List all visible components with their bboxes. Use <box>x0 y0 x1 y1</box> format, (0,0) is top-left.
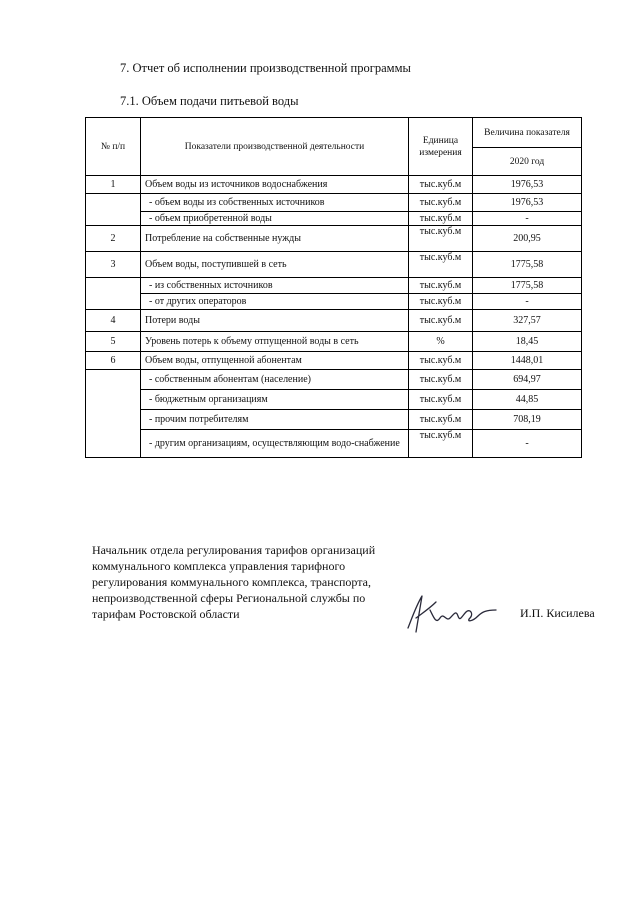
row-value: 708,19 <box>473 410 582 430</box>
table-row <box>86 294 582 310</box>
row-unit: тыс.куб.м <box>409 370 473 390</box>
row-indicator: - из собственных источников <box>141 278 409 294</box>
row-num: 6 <box>86 352 141 370</box>
row-indicator: - объем приобретенной воды <box>141 212 409 226</box>
row-value: 1976,53 <box>473 194 582 212</box>
header-value-group: Величина показателя <box>473 118 582 148</box>
table-row <box>86 390 582 410</box>
table-row <box>86 278 582 294</box>
row-unit: тыс.куб.м <box>409 390 473 410</box>
table-row <box>86 176 582 194</box>
row-value: 1448,01 <box>473 352 582 370</box>
row-indicator: - от других операторов <box>141 294 409 310</box>
row-unit: тыс.куб.м <box>409 352 473 370</box>
table-row <box>86 410 582 430</box>
row-indicator: - объем воды из собственных источников <box>141 194 409 212</box>
table-row <box>86 332 582 352</box>
table-row <box>86 370 582 390</box>
table-row <box>86 352 582 370</box>
signer-position: Начальник отдела регулирования тарифов организаций коммунального комплекса управления тарифного регулирования коммунального комплекса, транспорта, непроизводственной сферы Региональной службы по тарифам Ростовской области <box>92 543 376 621</box>
row-unit: тыс.куб.м <box>409 194 473 212</box>
row-unit: % <box>409 332 473 352</box>
row-indicator: Объем воды, поступившей в сеть <box>141 252 409 278</box>
row-indicator: - прочим потребителям <box>141 410 409 430</box>
row-unit: тыс.куб.м <box>409 226 473 252</box>
row-num <box>86 278 141 310</box>
table-row <box>86 252 582 278</box>
row-num <box>86 194 141 226</box>
row-num: 1 <box>86 176 141 194</box>
subsection-heading: 7.1. Объем подачи питьевой воды <box>120 94 299 108</box>
row-num: 3 <box>86 252 141 278</box>
row-indicator: - собственным абонентам (население) <box>141 370 409 390</box>
row-indicator: Объем воды, отпущенной абонентам <box>141 352 409 370</box>
table-row <box>86 310 582 332</box>
row-indicator: Уровень потерь к объему отпущенной воды в сеть <box>141 332 409 352</box>
row-num: 4 <box>86 310 141 332</box>
row-value: 1775,58 <box>473 252 582 278</box>
row-unit: тыс.куб.м <box>409 176 473 194</box>
handwritten-signature <box>400 588 500 638</box>
row-value: 694,97 <box>473 370 582 390</box>
row-value: 18,45 <box>473 332 582 352</box>
row-num: 2 <box>86 226 141 252</box>
row-indicator: Потребление на собственные нужды <box>141 226 409 252</box>
row-value: 1775,58 <box>473 278 582 294</box>
row-value: 44,85 <box>473 390 582 410</box>
row-unit: тыс.куб.м <box>409 430 473 458</box>
row-value: - <box>473 294 582 310</box>
row-indicator: Объем воды из источников водоснабжения <box>141 176 409 194</box>
row-num <box>86 370 141 458</box>
row-unit: тыс.куб.м <box>409 278 473 294</box>
row-unit: тыс.куб.м <box>409 294 473 310</box>
table-row <box>86 212 582 226</box>
header-num: № п/п <box>86 118 141 176</box>
table-row <box>86 194 582 212</box>
row-value: - <box>473 212 582 226</box>
water-supply-table <box>85 117 582 458</box>
row-unit: тыс.куб.м <box>409 310 473 332</box>
row-value: 1976,53 <box>473 176 582 194</box>
row-unit: тыс.куб.м <box>409 410 473 430</box>
row-value: 200,95 <box>473 226 582 252</box>
header-unit: Единица измерения <box>409 118 473 176</box>
row-value: - <box>473 430 582 458</box>
row-indicator: Потери воды <box>141 310 409 332</box>
row-indicator: - другим организациям, осуществляющим водо-снабжение <box>141 430 409 458</box>
row-value: 327,57 <box>473 310 582 332</box>
header-year: 2020 год <box>473 148 582 176</box>
row-num: 5 <box>86 332 141 352</box>
header-indicator: Показатели производственной деятельности <box>141 118 409 176</box>
table-row <box>86 226 582 252</box>
table-row <box>86 430 582 458</box>
row-unit: тыс.куб.м <box>409 212 473 226</box>
section-heading: 7. Отчет об исполнении производственной программы <box>120 61 411 75</box>
row-indicator: - бюджетным организациям <box>141 390 409 410</box>
row-unit: тыс.куб.м <box>409 252 473 278</box>
signer-name: И.П. Кисилева <box>520 606 595 620</box>
